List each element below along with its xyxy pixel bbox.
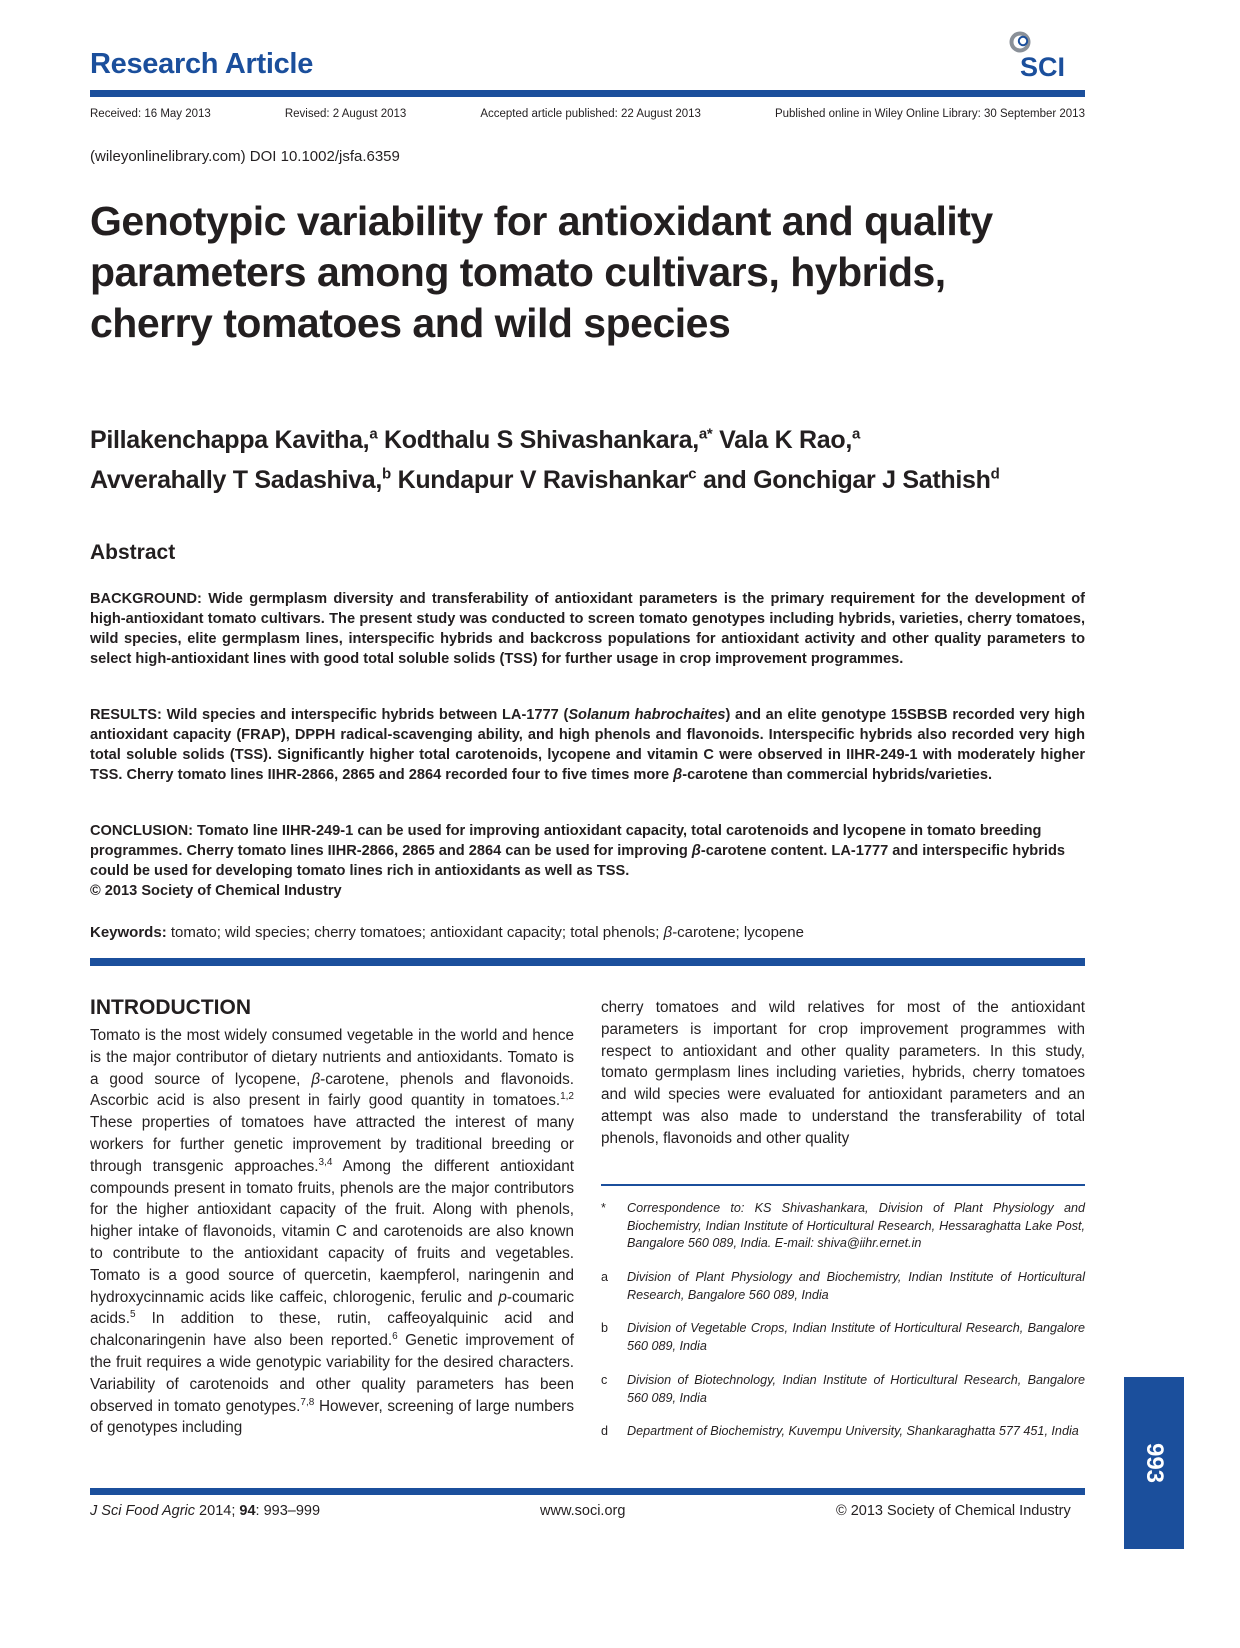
- revised-date: Revised: 2 August 2013: [284, 108, 407, 120]
- abstract-conclusion: CONCLUSION: Tomato line IIHR-249-1 can be used for improving antioxidant capacity, total carotenoids and lycopene in tomato breeding programmes. Cherry tomato lines IIHR-2866, 2865 and 2864 can be used for improving β-carotene content. LA-1777 and interspecific hybrids could be used for developing tomato lines rich in antioxidants as well as TSS. © 2013 Society of Chemical Industry: [90, 823, 1065, 899]
- logo-text: SCI: [1020, 52, 1066, 82]
- author: Avverahally T Sadashiva,$^b$: [90, 465, 391, 494]
- author: Kundapur V Ravishankar$^c$ and: [397, 465, 754, 494]
- sci-logo: [1004, 30, 1088, 82]
- author-list: [90, 418, 1050, 497]
- footer-copyright: © 2013 Society of Chemical Industry: [836, 1503, 1071, 1519]
- received-date: Received: 16 May 2013: [90, 108, 211, 120]
- journal-website-link[interactable]: www.soci.org: [540, 1503, 626, 1519]
- footnote-affiliation-a: a Division of Plant Physiology and Biochemistry, Indian Institute of Horticultural Research, Bangalore 560 089, India: [601, 1270, 1085, 1302]
- keywords: Keywords: tomato; wild species; cherry tomatoes; antioxidant capacity; total phenols; β-carotene; lycopene: [90, 924, 804, 941]
- author: Gonchigar J Sathish$^d$: [753, 465, 1000, 494]
- abstract-rule: [90, 958, 1085, 966]
- author: Pillakenchappa Kavitha,$^a$: [90, 426, 378, 455]
- abstract-results: RESULTS: Wild species and interspecific hybrids between LA-1777 (Solanum habrochaites) and an elite genotype 15SBSB recorded very high antioxidant capacity (FRAP), DPPH radical-scavenging ability, and high phenols and flavonoids. Interspecific hybrids also recorded very high total soluble solids (TSS). Significantly higher total carotenoids, lycopene and vitamin C were observed in IIHR-249-1 with moderately higher TSS. Cherry tomato lines IIHR-2866, 2865 and 2864 recorded four to five times more β-carotene than commercial hybrids/varieties.: [90, 707, 1085, 783]
- abstract-copyright: © 2013 Society of Chemical Industry: [90, 883, 342, 899]
- article-title: Genotypic variability for antioxidant and quality parameters among tomato cultivars, hybrids, cherry tomatoes and wild species: [90, 198, 993, 346]
- introduction-text-left: Tomato is the most widely consumed vegetable in the world and hence is the major contributor of dietary nutrients and antioxidants. Tomato is a good source of lycopene, β-carotene, phenols and flavonoids. Ascorbic acid is also present in fairly good quantity in tomatoes.$^{1,2}$ These properties of tomatoes have attracted the interest of many workers for further genetic improvement by traditional breeding or through transgenic approaches.$^{3,4}$ Among the different antioxidant compounds present in tomato fruits, phenols are the major contributors for the higher antioxidant capacity of the fruit. Along with phenols, higher intake of flavonoids, vitamin C and carotenoids are also known to contribute to the antioxidant capacity of fruits and vegetables. Tomato is a good source of quercetin, kaempferol, naringenin and hydroxycinnamic acids like caffeic, chlorogenic, ferulic and p-coumaric acids.$^5$ In addition to these, rutin, caffeoyalquinic acid and chalconaringenin have also been reported.$^6$ Genetic improvement of the fruit requires a wide genotypic variability for the desired characters. Variability of carotenoids and other quality parameters has been observed in tomato genotypes.$^{7,8}$ However, screening of large numbers of genotypes including: [90, 1027, 575, 1437]
- footer-rule: [90, 1488, 1085, 1495]
- introduction-heading: INTRODUCTION: [90, 996, 251, 1019]
- footnote-rule: [601, 1184, 1085, 1186]
- abstract-heading: Abstract: [90, 541, 176, 564]
- footnote-affiliation-c: c Division of Biotechnology, Indian Institute of Horticultural Research, Bangalore 560 089, India: [601, 1373, 1085, 1405]
- abstract-background: BACKGROUND: Wide germplasm diversity and transferability of antioxidant parameters is the primary requirement for the development of high-antioxidant tomato cultivars. The present study was conducted to screen tomato genotypes including hybrids, varieties, cherry tomatoes, wild species, elite germplasm lines, interspecific hybrids and backcross populations for antioxidant activity and other quality parameters to select high-antioxidant lines with good total soluble solids (TSS) for further usage in crop improvement programmes.: [90, 591, 1085, 667]
- doi[interactable]: (wileyonlinelibrary.com) DOI 10.1002/jsfa.6359: [90, 148, 400, 165]
- footnote-affiliation-d: d Department of Biochemistry, Kuvempu University, Shankaraghatta 577 451, India: [601, 1424, 1079, 1438]
- published-date: Published online in Wiley Online Library: 30 September 2013: [774, 108, 1085, 120]
- footnote-correspondence: * Correspondence to: KS Shivashankara, Division of Plant Physiology and Biochemistry, Indian Institute of Horticultural Research, Hessaraghatta Lake Post, Bangalore 560 089, India. E-mail: shiva@iihr.ernet.in: [601, 1201, 1085, 1250]
- author: Vala K Rao,$^a$: [719, 426, 861, 455]
- section-label: Research Article: [90, 48, 314, 80]
- article-dates: [90, 108, 1085, 120]
- author: Kodthalu S Shivashankara,$^{a*}$: [384, 426, 713, 455]
- accepted-date: Accepted article published: 22 August 2013: [480, 108, 701, 120]
- page-number: 993: [1140, 1442, 1168, 1484]
- header-rule: [90, 90, 1085, 97]
- footnote-affiliation-b: b Division of Vegetable Crops, Indian Institute of Horticultural Research, Bangalore 560 089, India: [601, 1321, 1085, 1353]
- introduction-text-right: cherry tomatoes and wild relatives for most of the antioxidant parameters is important for crop improvement programmes with respect to antioxidant and other quality parameters. In this study, tomato germplasm lines including varieties, hybrids, cherry tomatoes and wild species were evaluated for antioxidant parameters and an attempt was also made to understand the transferability of total phenols, flavonoids and other quality: [601, 999, 1085, 1147]
- journal-citation: J Sci Food Agric 2014; 94: 993–999: [90, 1503, 321, 1519]
